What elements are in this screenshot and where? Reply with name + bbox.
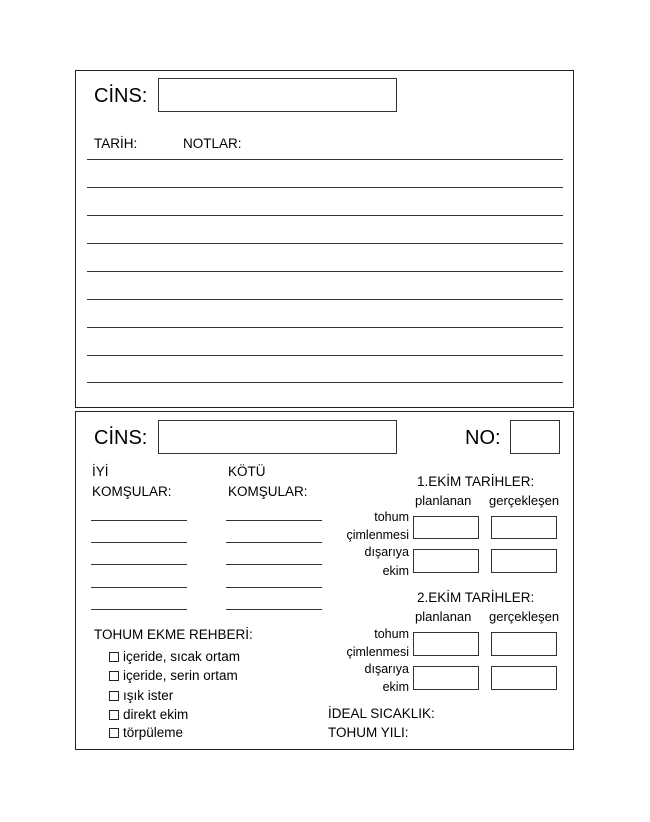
- cins-input[interactable]: [158, 78, 397, 112]
- ekim2-tohum-gerceklesen-input[interactable]: [491, 632, 557, 656]
- checkbox[interactable]: [109, 652, 119, 662]
- iyi-komsu-line[interactable]: [91, 609, 187, 610]
- ekim2-tohum-label-line1: tohum: [374, 627, 409, 641]
- checkbox[interactable]: [109, 710, 119, 720]
- note-line[interactable]: [87, 159, 563, 160]
- cins-label: CİNS:: [94, 427, 148, 449]
- ekim2-tohum-label-line2: çimlenmesi: [346, 645, 409, 659]
- iyi-komsu-line[interactable]: [91, 564, 187, 565]
- checkbox[interactable]: [109, 671, 119, 681]
- ekim2-disariya-planlanan-input[interactable]: [413, 666, 479, 690]
- ekim1-disariya-planlanan-input[interactable]: [413, 549, 479, 573]
- tohum-ekme-rehberi-title: TOHUM EKME REHBERİ:: [94, 627, 253, 642]
- ekim2-disariya-label-line2: ekim: [382, 680, 409, 694]
- ekim1-tohum-label-line1: tohum: [374, 510, 409, 524]
- ekim1-planlanan-header: planlanan: [415, 493, 472, 508]
- note-line[interactable]: [87, 243, 563, 244]
- cins-input[interactable]: [158, 420, 397, 454]
- ekim2-tohum-planlanan-input[interactable]: [413, 632, 479, 656]
- kotu-komsu-line[interactable]: [226, 520, 322, 521]
- notlar-label: NOTLAR:: [183, 136, 242, 151]
- guide-item-label: ışık ister: [123, 688, 174, 703]
- guide-item[interactable]: [109, 668, 238, 683]
- ekim2-planlanan-header: planlanan: [415, 609, 472, 624]
- ekim2-gerceklesen-header: gerçekleşen: [489, 609, 560, 624]
- iyi-komsular-label-line1: İYİ: [92, 464, 109, 479]
- ideal-sicaklik-label: İDEAL SICAKLIK:: [328, 706, 435, 721]
- guide-item-label: törpüleme: [123, 725, 184, 740]
- guide-item[interactable]: [109, 707, 188, 722]
- tohum-yili-label: TOHUM YILI:: [328, 725, 409, 740]
- kotu-komsu-line[interactable]: [226, 542, 322, 543]
- ekim2-disariya-label-line1: dışarıya: [364, 662, 409, 676]
- iyi-komsu-line[interactable]: [91, 587, 187, 588]
- iyi-komsu-line[interactable]: [91, 542, 187, 543]
- ekim1-disariya-label-line2: ekim: [382, 564, 409, 578]
- guide-item[interactable]: [109, 649, 240, 664]
- ekim1-disariya-gerceklesen-input[interactable]: [491, 549, 557, 573]
- tarih-label: TARİH:: [94, 136, 138, 151]
- ekim1-gerceklesen-header: gerçekleşen: [489, 493, 560, 508]
- guide-item-label: içeride, sıcak ortam: [123, 649, 241, 664]
- iyi-komsu-line[interactable]: [91, 520, 187, 521]
- ekim2-title: 2.EKİM TARİHLER:: [417, 590, 535, 605]
- iyi-komsular-label-line2: KOMŞULAR:: [92, 484, 172, 499]
- kotu-komsu-line[interactable]: [226, 609, 322, 610]
- planting-card: [75, 411, 574, 750]
- ekim1-tohum-planlanan-input[interactable]: [413, 516, 479, 539]
- ekim1-disariya-label-line1: dışarıya: [364, 545, 409, 559]
- ekim1-tohum-gerceklesen-input[interactable]: [491, 516, 557, 539]
- kotu-komsu-line[interactable]: [226, 564, 322, 565]
- ekim1-title: 1.EKİM TARİHLER:: [417, 474, 535, 489]
- note-line[interactable]: [87, 355, 563, 356]
- guide-item-label: içeride, serin ortam: [123, 668, 238, 683]
- note-line[interactable]: [87, 382, 563, 383]
- ekim2-disariya-gerceklesen-input[interactable]: [491, 666, 557, 690]
- kotu-komsu-line[interactable]: [226, 587, 322, 588]
- checkbox[interactable]: [109, 728, 119, 738]
- guide-item-label: direkt ekim: [123, 707, 189, 722]
- ekim1-tohum-label-line2: çimlenmesi: [346, 528, 409, 542]
- note-line[interactable]: [87, 299, 563, 300]
- cins-label: CİNS:: [94, 85, 148, 107]
- note-line[interactable]: [87, 271, 563, 272]
- note-line[interactable]: [87, 187, 563, 188]
- no-label: NO:: [465, 427, 501, 449]
- guide-item[interactable]: [109, 725, 183, 740]
- notes-card: [75, 70, 574, 408]
- kotu-komsular-label-line2: KOMŞULAR:: [228, 484, 308, 499]
- note-line[interactable]: [87, 327, 563, 328]
- note-line[interactable]: [87, 215, 563, 216]
- kotu-komsular-label-line1: KÖTÜ: [228, 464, 266, 479]
- guide-item[interactable]: [109, 688, 173, 703]
- checkbox[interactable]: [109, 691, 119, 701]
- no-input[interactable]: [510, 420, 560, 454]
